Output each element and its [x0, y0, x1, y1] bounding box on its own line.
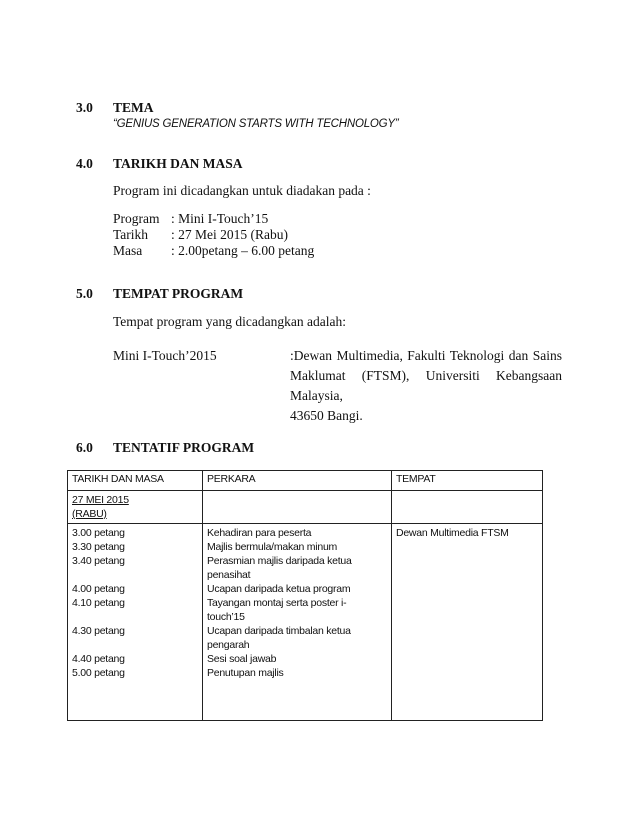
activity-item: Sesi soal jawab [207, 653, 277, 665]
masa-label: Masa [113, 243, 143, 258]
day-cell-empty [203, 491, 392, 524]
program-label: Program [113, 211, 160, 226]
header-tempat: TEMPAT [392, 471, 543, 491]
time-item: 4.30 petang [72, 625, 125, 637]
header-tarikh-masa: TARIKH DAN MASA [68, 471, 203, 491]
venue-line: Maklumat (FTSM), Universiti Kebangsaan Malaysia, [290, 368, 562, 403]
section-title-tempat: TEMPAT PROGRAM [113, 286, 244, 301]
tarikh-intro: Program ini dicadangkan untuk diadakan pada : [113, 183, 371, 198]
section-number-tarikh: 4.0 [76, 156, 93, 171]
section-number-tempat: 5.0 [76, 286, 93, 301]
activity-item: pengarah [207, 639, 250, 651]
venue-line: :Dewan Multimedia, Fakulti Teknologi dan Sains [290, 348, 562, 363]
activity-item: Penutupan majlis [207, 667, 284, 679]
tempat-venue [290, 346, 562, 426]
time-item [72, 638, 198, 652]
section-title-tentatif: TENTATIF PROGRAM [113, 440, 255, 455]
table-row [68, 524, 543, 721]
activity-item: penasihat [207, 569, 251, 581]
masa-value: : 2.00petang – 6.00 petang [171, 243, 315, 258]
tema-text: “GENIUS GENERATION STARTS WITH TECHNOLOGY” [113, 118, 399, 130]
section-title-tema: TEMA [113, 100, 154, 115]
time-item [72, 610, 198, 624]
time-cell [68, 524, 203, 721]
tarikh-value: : 27 Mei 2015 (Rabu) [171, 227, 288, 242]
time-item: 5.00 petang [72, 667, 125, 679]
venue-item: Dewan Multimedia FTSM [396, 527, 509, 539]
activity-item: Tayangan montaj serta poster i- [207, 597, 347, 609]
time-item: 4.10 petang [72, 597, 125, 609]
activity-item: Perasmian majlis daripada ketua [207, 555, 352, 567]
activity-item: Ucapan daripada ketua program [207, 583, 351, 595]
time-item: 3.40 petang [72, 555, 125, 567]
table-row [68, 491, 543, 524]
time-item: 4.40 petang [72, 653, 125, 665]
venue-line: 43650 Bangi. [290, 408, 363, 423]
activity-item: Kehadiran para peserta [207, 527, 312, 539]
tempat-intro: Tempat program yang dicadangkan adalah: [113, 314, 346, 329]
activity-item: touch’15 [207, 611, 245, 623]
time-item: 3.30 petang [72, 541, 125, 553]
time-item [72, 568, 198, 582]
section-title-tarikh: TARIKH DAN MASA [113, 156, 243, 171]
day-cell [68, 491, 203, 524]
activity-cell [203, 524, 392, 721]
section-number-tentatif: 6.0 [76, 440, 93, 455]
tentatif-table [67, 470, 543, 721]
tarikh-label: Tarikh [113, 227, 149, 242]
day-date: 27 MEI 2015 [72, 494, 129, 506]
activity-item: Ucapan daripada timbalan ketua [207, 625, 351, 637]
activity-item: Majlis bermula/makan minum [207, 541, 338, 553]
tempat-program-name: Mini I-Touch’2015 [113, 348, 217, 363]
time-item: 3.00 petang [72, 527, 125, 539]
section-number-tema: 3.0 [76, 100, 93, 115]
program-value: : Mini I-Touch’15 [171, 211, 269, 226]
day-name: (RABU) [72, 508, 107, 520]
table-header-row [68, 471, 543, 491]
time-item: 4.00 petang [72, 583, 125, 595]
header-perkara: PERKARA [203, 471, 392, 491]
day-cell-empty [392, 491, 543, 524]
venue-cell [392, 524, 543, 721]
